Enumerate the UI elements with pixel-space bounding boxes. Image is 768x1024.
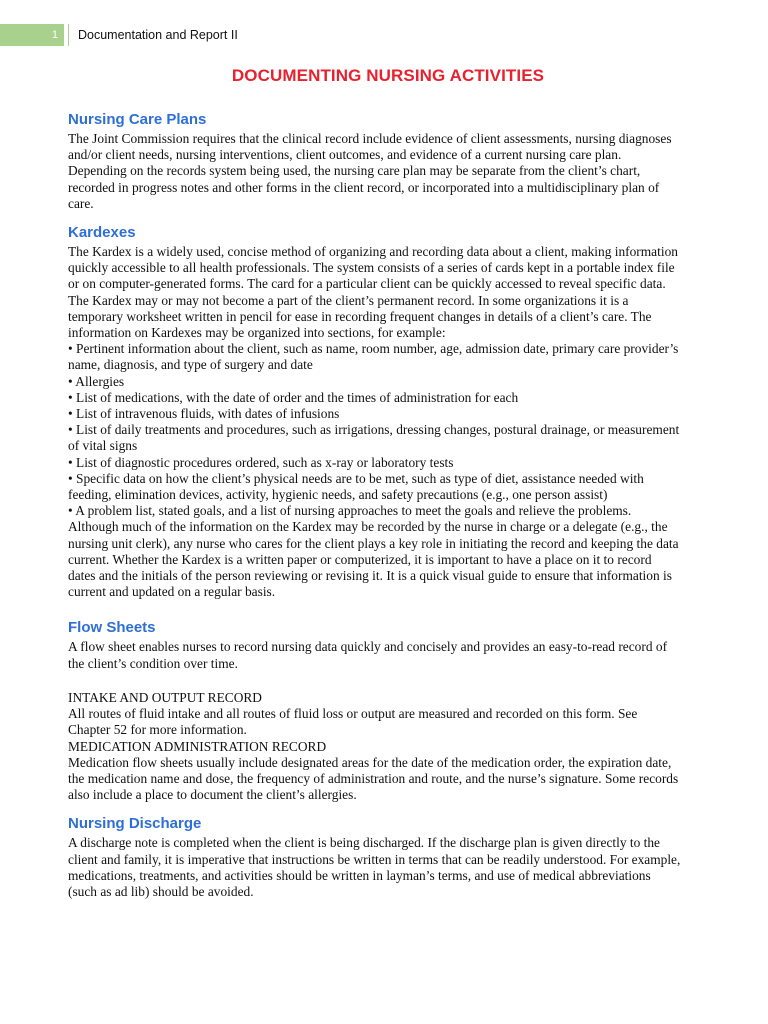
list-item: • List of diagnostic procedures ordered, such as x-ray or laboratory tests — [68, 454, 454, 470]
list-item: • List of intravenous fluids, with dates of infusions — [68, 406, 340, 422]
text-line: information on Kardexes may be organized into sections, for example: — [68, 325, 446, 341]
section-heading: Flow Sheets — [68, 619, 156, 637]
text-line: also include a place to document the client’s allergies. — [68, 787, 357, 803]
text-line: the client’s condition over time. — [68, 655, 238, 671]
text-line: Depending on the records system being used, the nursing care plan may be separate from the client’s chart, — [68, 163, 641, 179]
paragraph-flow-sheets-intro — [68, 639, 708, 671]
list-item: • List of medications, with the date of order and the times of administration for each — [68, 389, 519, 405]
text-line: quickly accessible to all health professionals. The system consists of a series of cards kept in a portable index file — [68, 260, 675, 276]
text-line: All routes of fluid intake and all routes of fluid loss or output are measured and recorded on this form. See — [68, 706, 638, 722]
text-line: Medication flow sheets usually include designated areas for the date of the medication order, the expiration date, — [68, 754, 672, 770]
section-kardexes — [68, 223, 708, 600]
paragraph-kardexes — [68, 244, 708, 600]
document-body — [68, 64, 708, 900]
text-line: care. — [68, 195, 94, 211]
list-item: • List of daily treatments and procedures, such as irrigations, dressing changes, postural drainage, or measurement — [68, 422, 680, 438]
text-line: recorded in progress notes and other forms in the client record, or incorporated into a multidisciplinary plan of — [68, 179, 660, 195]
list-item: • Specific data on how the client’s physical needs are to be met, such as type of diet, assistance needed with — [68, 470, 644, 486]
section-heading: Kardexes — [68, 224, 136, 242]
text-line: A discharge note is completed when the client is being discharged. If the discharge plan is given directly to the — [68, 835, 661, 851]
text-line: Although much of the information on the Kardex may be recorded by the nurse in charge or a delegate (e.g., the — [68, 519, 668, 535]
section-heading: Nursing Care Plans — [68, 111, 207, 128]
subheading-medication-administration: MEDICATION ADMINISTRATION RECORD — [68, 738, 327, 754]
text-line: medications, treatments, and activities should be written in layman’s terms, and use of medical abbreviations — [68, 867, 651, 883]
text-line: The Kardex is a widely used, concise method of organizing and recording data about a client, making information — [68, 244, 678, 260]
text-line: or on computer-generated forms. The card for a particular client can be quickly accessed to reveal specific data. — [68, 276, 666, 292]
paragraph-care-plans — [68, 131, 708, 212]
text-line: A flow sheet enables nurses to record nursing data quickly and concisely and provides an easy-to-read record of — [68, 639, 668, 655]
text-line: client and family, it is imperative that instructions be written in terms that can be readily understood. For example, — [68, 851, 681, 867]
text-line: the medication name and dose, the frequency of administration and route, and the nurse’s signature. Some records — [68, 770, 679, 786]
text-line: of vital signs — [68, 438, 138, 454]
section-nursing-care-plans — [68, 110, 708, 212]
list-item: • Allergies — [68, 373, 125, 389]
list-item: • A problem list, stated goals, and a list of nursing approaches to meet the goals and relieve the problems. — [68, 503, 632, 519]
text-line: and/or client needs, nursing interventions, client outcomes, and evidence of a current nursing care plan. — [68, 147, 622, 163]
running-title: Documentation and Report II — [78, 28, 238, 42]
section-heading: Nursing Discharge — [68, 815, 202, 833]
text-line: feeding, elimination devices, activity, hygienic needs, and safety precautions (e.g., one person assist) — [68, 487, 608, 503]
text-line: The Joint Commission requires that the clinical record include evidence of client assessments, nursing diagnoses — [68, 131, 672, 146]
text-line: name, diagnosis, and type of surgery and date — [68, 357, 313, 373]
page-header — [0, 24, 768, 46]
paragraph-flow-sheet-records — [68, 690, 708, 803]
text-line: Chapter 52 for more information. — [68, 722, 247, 738]
text-line: (such as ad lib) should be avoided. — [68, 883, 254, 899]
text-line: temporary worksheet written in pencil for ease in recording frequent changes in details of a client’s care. The — [68, 308, 652, 324]
text-line: current and updated on a regular basis. — [68, 584, 276, 600]
text-line: nursing unit clerk), any nurse who cares for the client plays a key role in initiating the record and keeping the data — [68, 535, 679, 551]
subheading-intake-output: INTAKE AND OUTPUT RECORD — [68, 689, 262, 705]
text-line: dates and the initials of the person reviewing or revising it. It is a quick visual guide to ensure that information is — [68, 568, 672, 584]
text-line: current. Whether the Kardex is a written paper or computerized, it is important to have a place on it to record — [68, 551, 652, 567]
list-item: • Pertinent information about the client, such as name, room number, age, admission date, primary care provider’s — [68, 341, 679, 357]
header-divider — [68, 24, 69, 46]
paragraph-discharge — [68, 835, 708, 900]
section-flow-sheets — [68, 618, 708, 803]
text-line: The Kardex may or may not become a part of the client’s permanent record. In some organizations it is a — [68, 292, 629, 308]
page-number: 1 — [0, 24, 64, 46]
document-title: DOCUMENTING NURSING ACTIVITIES — [231, 66, 545, 85]
section-nursing-discharge — [68, 814, 708, 900]
